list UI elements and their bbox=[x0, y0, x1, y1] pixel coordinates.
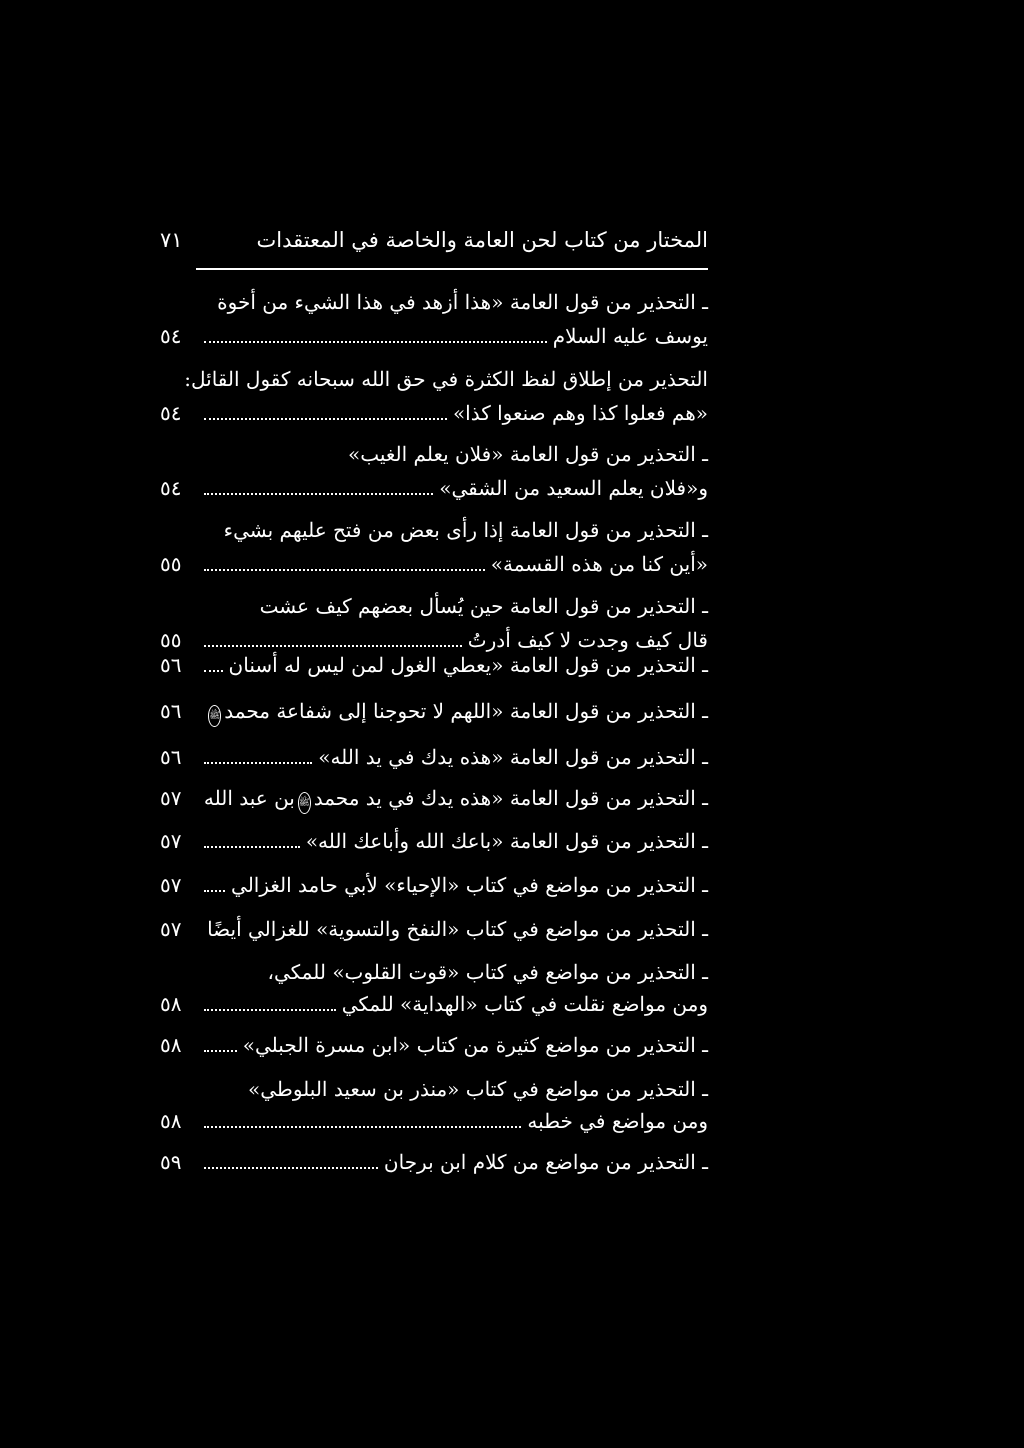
toc-entry-line bbox=[198, 1105, 708, 1137]
toc-entry-line bbox=[198, 1073, 708, 1105]
toc-page-number: ٥٨ bbox=[160, 992, 182, 1016]
toc-entry-text: ـ التحذير من مواضع كثيرة من كتاب «ابن مسرة الجبلي» bbox=[242, 1033, 708, 1057]
toc-entry-text: يوسف عليه السلام bbox=[552, 324, 708, 348]
toc-entry-line bbox=[198, 590, 708, 622]
toc-page-number: ٥٦ bbox=[160, 745, 182, 769]
saw-honorific-icon: ﷺ bbox=[208, 705, 221, 727]
toc-page-number: ٥٦ bbox=[160, 699, 182, 723]
toc-page-number: ٥٤ bbox=[160, 324, 182, 348]
toc-entry-text: ـ التحذير من قول العامة إذا رأى بعض من فتح عليهم بشيء bbox=[223, 518, 708, 542]
toc-entry-line bbox=[198, 1029, 708, 1061]
dot-leader bbox=[204, 418, 447, 420]
toc-entry-text: ـ التحذير من قول العامة «يعطي الغول لمن ليس له أسنان bbox=[228, 653, 708, 677]
dot-leader bbox=[204, 1050, 237, 1052]
dot-leader bbox=[204, 890, 225, 892]
toc-entry-text: بن عبد الله bbox=[203, 786, 295, 810]
toc-entry-text: و«فلان يعلم السعيد من الشقي» bbox=[439, 476, 708, 500]
toc-entry-text: ـ التحذير من مواضع في كتاب «الإحياء» لأبي حامد الغزالي bbox=[231, 873, 708, 897]
toc-entry-text: ـ التحذير من قول العامة «باعك الله وأباعك الله» bbox=[305, 829, 708, 853]
toc-entry-text: ـ التحذير من مواضع في كتاب «منذر بن سعيد البلوطي» bbox=[248, 1077, 708, 1101]
toc-entry-line bbox=[198, 320, 708, 352]
toc-page-number: ٥٥ bbox=[160, 552, 182, 576]
toc-entry-text: التحذير من إطلاق لفظ الكثرة في حق الله سبحانه كقول القائل: bbox=[184, 367, 708, 391]
toc-entry-line bbox=[198, 286, 708, 318]
toc-entry-text: ـ التحذير من قول العامة «فلان يعلم الغيب» bbox=[347, 442, 708, 466]
toc-entry-text: «أين كنا من هذه القسمة» bbox=[490, 552, 708, 576]
toc-entry-text: «هم فعلوا كذا وهم صنعوا كذا» bbox=[452, 401, 708, 425]
toc-entry-line bbox=[198, 472, 708, 504]
toc-page-number: ٥٦ bbox=[160, 653, 182, 677]
toc-page-number: ٥٧ bbox=[160, 829, 182, 853]
toc-page-number: ٥٧ bbox=[160, 786, 182, 810]
toc-entry-text: ـ التحذير من قول العامة «هذه يدك في يد محمد bbox=[313, 786, 708, 810]
toc-page-number: ٥٥ bbox=[160, 628, 182, 652]
toc-entry-line bbox=[198, 956, 708, 988]
header-page-number: ٧١ bbox=[160, 228, 183, 252]
dot-leader bbox=[204, 645, 462, 647]
toc-entry-line bbox=[198, 438, 708, 470]
toc-entry-line bbox=[198, 548, 708, 580]
toc-entry-line bbox=[198, 649, 708, 681]
saw-honorific-icon: ﷺ bbox=[298, 792, 311, 814]
toc-entry-text: ـ التحذير من قول العامة «هذا أزهد في هذا الشيء من أخوة bbox=[217, 290, 708, 314]
toc-entry-text: ـ التحذير من قول العامة «اللهم لا تحوجنا إلى شفاعة محمد bbox=[224, 699, 708, 723]
toc-entry-line bbox=[198, 782, 708, 814]
toc-entry-line bbox=[198, 514, 708, 546]
toc-entry-line bbox=[198, 1146, 708, 1178]
dot-leader bbox=[204, 846, 300, 848]
toc-page-number: ٥٨ bbox=[160, 1109, 182, 1133]
toc-entry-text: ـ التحذير من قول العامة حين يُسأل بعضهم كيف عشت bbox=[259, 594, 708, 618]
dot-leader bbox=[204, 1126, 521, 1128]
toc-entry-text: ـ التحذير من قول العامة «هذه يدك في يد الله» bbox=[318, 745, 708, 769]
dot-leader bbox=[204, 341, 547, 343]
dot-leader bbox=[204, 569, 485, 571]
toc-page-number: ٥٧ bbox=[160, 917, 182, 941]
toc-entry-text: ومن مواضع نقلت في كتاب «الهداية» للمكي bbox=[341, 992, 708, 1016]
dot-leader bbox=[204, 493, 433, 495]
header-rule bbox=[196, 268, 708, 270]
toc-entry-text: ـ التحذير من مواضع في كتاب «قوت القلوب» للمكي، bbox=[267, 960, 708, 984]
toc-entry-line bbox=[198, 825, 708, 857]
toc-page-number: ٥٩ bbox=[160, 1150, 182, 1174]
toc-page-number: ٥٧ bbox=[160, 873, 182, 897]
toc-entry-text: ومن مواضع في خطبه bbox=[527, 1109, 708, 1133]
running-header bbox=[160, 222, 708, 262]
toc-entry-text: ـ التحذير من مواضع من كلام ابن برجان bbox=[383, 1150, 708, 1174]
dot-leader bbox=[204, 1009, 336, 1011]
toc-entry-line bbox=[198, 397, 708, 429]
toc-page-number: ٥٤ bbox=[160, 401, 182, 425]
header-title: المختار من كتاب لحن العامة والخاصة في المعتقدات bbox=[256, 228, 708, 252]
toc-page-number: ٥٤ bbox=[160, 476, 182, 500]
toc-entry-line bbox=[198, 913, 708, 945]
dot-leader bbox=[204, 670, 223, 672]
toc-entry-text: قال كيف وجدت لا كيف أدرتُ bbox=[467, 628, 708, 652]
toc-entry-line bbox=[198, 695, 708, 727]
dot-leader bbox=[204, 1167, 378, 1169]
dot-leader bbox=[204, 762, 312, 764]
toc-entry-line bbox=[198, 988, 708, 1020]
toc-entry-text: ـ التحذير من مواضع في كتاب «النفخ والتسوية» للغزالي أيضًا bbox=[207, 917, 708, 941]
toc-entry-line bbox=[198, 741, 708, 773]
toc-entry-line bbox=[198, 869, 708, 901]
toc-entry-line bbox=[184, 363, 708, 395]
toc-page-number: ٥٨ bbox=[160, 1033, 182, 1057]
